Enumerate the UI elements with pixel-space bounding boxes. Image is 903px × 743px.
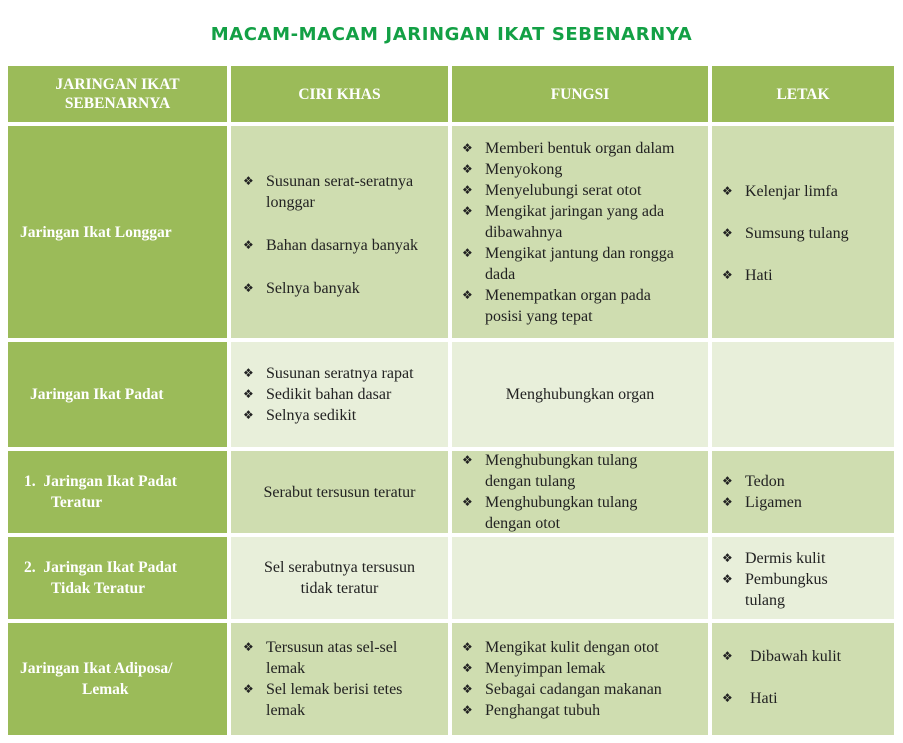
fungsi-item: ❖ Menghubungkan tulang dengan tulang xyxy=(460,450,678,492)
ciri-item: ❖ Susunan seratnya rapat xyxy=(241,363,414,384)
row-name-padat-teratur xyxy=(8,451,227,533)
ciri-line1: Sel serabutnya tersusun xyxy=(263,559,416,576)
row-name-text: Jaringan Ikat Padat xyxy=(30,386,164,403)
letak-padat xyxy=(712,342,894,447)
header-ciri: CIRI KHAS xyxy=(231,66,448,122)
letak-longgar xyxy=(712,126,894,338)
fungsi-item: ❖ Penghangat tubuh xyxy=(460,700,662,721)
row-name-text: Jaringan Ikat Longgar xyxy=(20,223,172,241)
fungsi-item: ❖ Mengikat jaringan yang ada dibawahnya xyxy=(460,201,704,243)
letak-padat-tidak-teratur xyxy=(712,537,894,619)
letak-item: ❖ Tedon xyxy=(720,471,890,492)
fungsi-item: ❖ Memberi bentuk organ dalam xyxy=(460,138,704,159)
fungsi-item: ❖ Sebagai cadangan makanan xyxy=(460,679,662,700)
ciri-adiposa xyxy=(231,623,448,735)
ciri-padat xyxy=(231,342,448,447)
ciri-item: ❖ Selnya banyak xyxy=(241,278,442,299)
row-name-padat xyxy=(8,342,227,447)
ciri-item: ❖ Bahan dasarnya banyak xyxy=(241,235,442,256)
row-name-line1: Jaringan Ikat Adiposa/ xyxy=(20,660,173,677)
ciri-longgar xyxy=(231,126,448,338)
row-name-line1: 1. Jaringan Ikat Padat xyxy=(24,473,177,490)
letak-item: ❖ Pembungkus tulang xyxy=(720,569,854,611)
fungsi-item: ❖ Menyimpan lemak xyxy=(460,658,662,679)
letak-item: ❖ Hati xyxy=(720,265,890,286)
letak-item: ❖ Ligamen xyxy=(720,492,890,513)
ciri-item: ❖ Susunan serat-seratnya longgar xyxy=(241,171,442,213)
ciri-padat-tidak-teratur xyxy=(231,537,448,619)
ciri-item: ❖ Sel lemak berisi tetes lemak xyxy=(241,679,436,721)
page-title: MACAM-MACAM JARINGAN IKAT SEBENARNYA xyxy=(210,24,693,45)
fungsi-padat-tidak-teratur xyxy=(452,537,708,619)
header-type-line1: JARINGAN IKAT xyxy=(55,76,180,93)
letak-adiposa xyxy=(712,623,894,735)
row-name-line2: Lemak xyxy=(82,681,129,698)
ciri-item: ❖ Selnya sedikit xyxy=(241,405,414,426)
row-name-padat-tidak-teratur xyxy=(8,537,227,619)
row-name-line2: Tidak Teratur xyxy=(51,580,146,597)
letak-item: ❖ Kelenjar limfa xyxy=(720,181,890,202)
fungsi-longgar xyxy=(452,126,708,338)
header-type xyxy=(8,66,227,122)
ciri-padat-teratur: Serabut tersusun teratur xyxy=(231,451,448,533)
letak-item: ❖ Dibawah kulit xyxy=(720,646,890,667)
ciri-item: ❖ Sedikit bahan dasar xyxy=(241,384,414,405)
header-letak: LETAK xyxy=(712,66,894,122)
ciri-item: ❖ Tersusun atas sel-sel lemak xyxy=(241,637,436,679)
fungsi-item: ❖ Menyelubungi serat otot xyxy=(460,180,704,201)
header-type-line2: SEBENARNYA xyxy=(64,95,171,112)
row-name-line2: Teratur xyxy=(51,494,103,511)
row-name-longgar xyxy=(8,126,227,338)
fungsi-padat-teratur xyxy=(452,451,708,533)
letak-item: ❖ Dermis kulit xyxy=(720,548,854,569)
row-name-line1: 2. Jaringan Ikat Padat xyxy=(24,559,177,576)
fungsi-adiposa xyxy=(452,623,708,735)
fungsi-item: ❖ Mengikat jantung dan rongga dada xyxy=(460,243,704,285)
letak-padat-teratur xyxy=(712,451,894,533)
ciri-line2: tidak teratur xyxy=(300,580,379,597)
header-fungsi: FUNGSI xyxy=(452,66,708,122)
fungsi-item: ❖ Menghubungkan tulang dengan otot xyxy=(460,492,678,534)
row-name-adiposa xyxy=(8,623,227,735)
fungsi-item: ❖ Mengikat kulit dengan otot xyxy=(460,637,662,658)
fungsi-item: ❖ Menyokong xyxy=(460,159,704,180)
letak-item: ❖ Sumsung tulang xyxy=(720,223,890,244)
fungsi-item: ❖ Menempatkan organ pada posisi yang tepat xyxy=(460,285,704,327)
fungsi-padat: Menghubungkan organ xyxy=(452,342,708,447)
letak-item: ❖ Hati xyxy=(720,688,890,709)
